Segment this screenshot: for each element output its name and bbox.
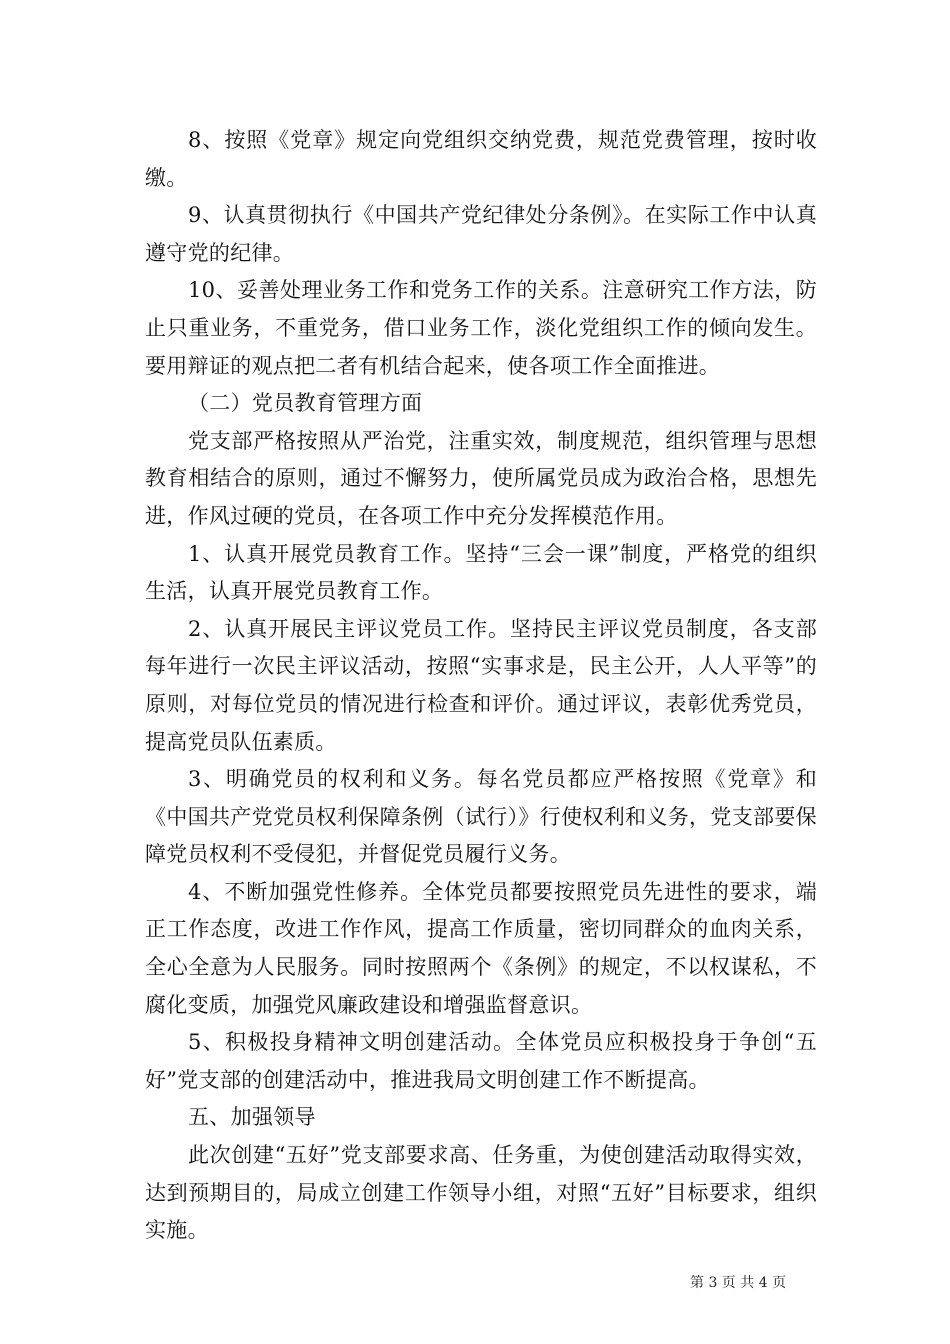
paragraph-leadership-group: 此次创建“五好”党支部要求高、任务重，为使创建活动取得实效，达到预期目的，局成立创建工作领导小组，对照“五好”目标要求，组织实施。 [145,1143,817,1243]
paragraph-item-4-self-cultivation: 4、不断加强党性修养。全体党员都要按照党员先进性的要求，端正工作态度，改进工作作风，提高工作质量，密切同群众的血肉关系，全心全意为人民服务。同时按照两个《条例》的规定，不以权谋私，不腐化变质，加强党风廉政建设和增强监督意识。 [145,879,817,1017]
section-heading-member-education: （二）党员教育管理方面 [188,391,423,416]
paragraph-item-2-evaluation: 2、认真开展民主评议党员工作。坚持民主评议党员制度，各支部每年进行一次民主评议活动，按照“实事求是，民主公开，人人平等”的原则，对每位党员的情况进行检查和评价。通过评议，表彰优秀党员，提高党员队伍素质。 [145,616,817,754]
paragraph-branch-principles: 党支部严格按照从严治党，注重实效，制度规范，组织管理与思想教育相结合的原则，通过不懈努力，使所属党员成为政治合格，思想先进，作风过硬的党员，在各项工作中充分发挥模范作用。 [145,428,817,528]
paragraph-item-1-education: 1、认真开展党员教育工作。坚持“三会一课”制度，严格党的组织生活，认真开展党员教育工作。 [145,541,817,604]
paragraph-item-10-work-balance: 10、妥善处理业务工作和党务工作的关系。注意研究工作方法，防止只重业务，不重党务，借口业务工作，淡化党组织工作的倾向发生。要用辩证的观点把二者有机结合起来，使各项工作全面推进。 [145,278,817,378]
page-number-footer: 第 3 页 共 4 页 [690,1275,787,1291]
paragraph-item-8-party-dues: 8、按照《党章》规定向党组织交纳党费，规范党费管理，按时收缴。 [145,128,817,190]
paragraph-item-5-civilization: 5、积极投身精神文明创建活动。全体党员应积极投身于争创“五好”党支部的创建活动中，推进我局文明创建工作不断提高。 [145,1030,817,1092]
document-body [145,122,817,1250]
paragraph-item-3-rights-duties: 3、明确党员的权利和义务。每名党员都应严格按照《党章》和《中国共产党党员权利保障条例（试行）》行使权利和义务，党支部要保障党员权利不受侵犯，并督促党员履行义务。 [145,767,817,867]
paragraph-item-9-discipline: 9、认真贯彻执行《中国共产党纪律处分条例》。在实际工作中认真遵守党的纪律。 [145,203,817,265]
section-heading-leadership: 五、加强领导 [188,1105,316,1130]
